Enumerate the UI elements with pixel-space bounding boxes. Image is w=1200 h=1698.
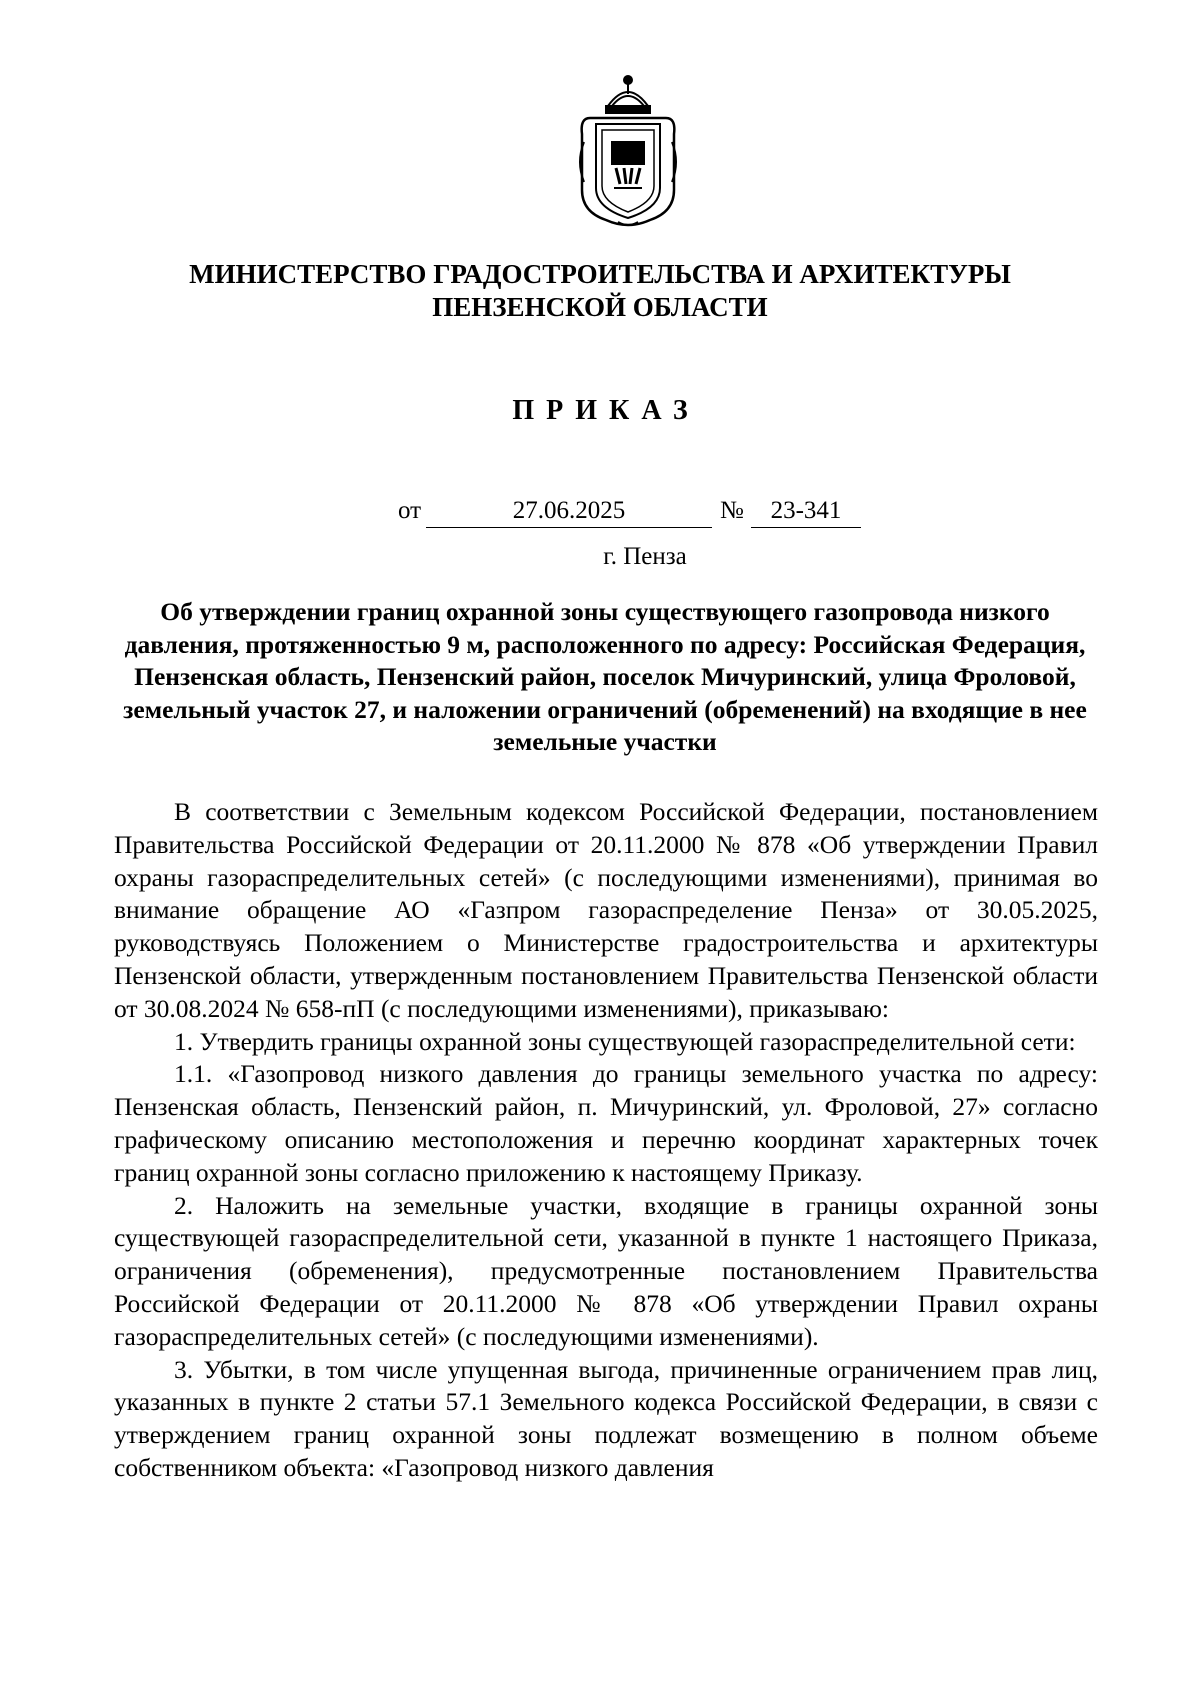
ministry-name bbox=[0, 258, 1200, 324]
city: г. Пенза bbox=[603, 543, 687, 570]
document-type-title: ПРИКАЗ bbox=[512, 395, 700, 426]
body-paragraph: В соответствии с Земельным кодексом Российской Федерации, постановлением Правительства Российской Федерации от 20.11.2000 № 878 «Об утверждении Правил охраны газораспределительных сетей» (с последующими изменениями), принимая во внимание обращение АО «Газпром газораспределение Пенза» от 30.05.2025, руководствуясь Положением о Министерстве градостроительства и архитектуры Пензенской области, утвержденным постановлением Правительства Пензенской области от 30.08.2024 № 658-пП (с последующими изменениями), приказываю: bbox=[114, 797, 1098, 1023]
ministry-line-2: ПЕНЗЕНСКОЙ ОБЛАСТИ bbox=[432, 292, 768, 322]
document-subject: Об утверждении границ охранной зоны существующего газопровода низкого давления, протяженностью 9 м, расположенного по адресу: Российская Федерация, Пензенская область, Пензенский район, поселок Мичуринский, улица Фроловой, земельный участок 27, и наложении ограничений (обременений) на входящие в нее земельные участки bbox=[123, 597, 1087, 756]
number-label: № bbox=[720, 497, 744, 524]
body-paragraph: 1.1. «Газопровод низкого давления до границы земельного участка по адресу: Пензенская область, Пензенский район, п. Мичуринский, ул. Фроловой, 27» согласно графическому описанию местоположения и перечню координат характерных точек границ охранной зоны согласно приложению к настоящему Приказу. bbox=[114, 1059, 1098, 1187]
body-paragraph: 3. Убытки, в том числе упущенная выгода, причиненные ограничением прав лиц, указанных в пункте 2 статьи 57.1 Земельного кодекса Российской Федерации, в связи с утверждением границ охранной зоны подлежат возмещению в полном объеме собственником объекта: «Газопровод низкого давления bbox=[114, 1354, 1098, 1482]
ministry-line-1: МИНИСТЕРСТВО ГРАДОСТРОИТЕЛЬСТВА И АРХИТЕКТУРЫ bbox=[189, 259, 1011, 289]
body-paragraph: 2. Наложить на земельные участки, входящие в границы охранной зоны существующей газораспределительной сети, указанной в пункте 1 настоящего Приказа, ограничения (обременения), предусмотренные постановлением Правительства Российской Федерации от 20.11.2000 № 878 «Об утверждении Правил охраны газораспределительных сетей» (с последующими изменениями). bbox=[114, 1190, 1098, 1351]
body-paragraph: 1. Утвердить границы охранной зоны существующей газораспределительной сети: bbox=[174, 1026, 1076, 1056]
document-date: 27.06.2025 bbox=[426, 495, 712, 528]
document-body bbox=[114, 796, 1098, 1485]
coat-of-arms-emblem bbox=[568, 72, 688, 232]
date-label: от bbox=[398, 497, 422, 524]
document-number: 23-341 bbox=[751, 495, 861, 528]
